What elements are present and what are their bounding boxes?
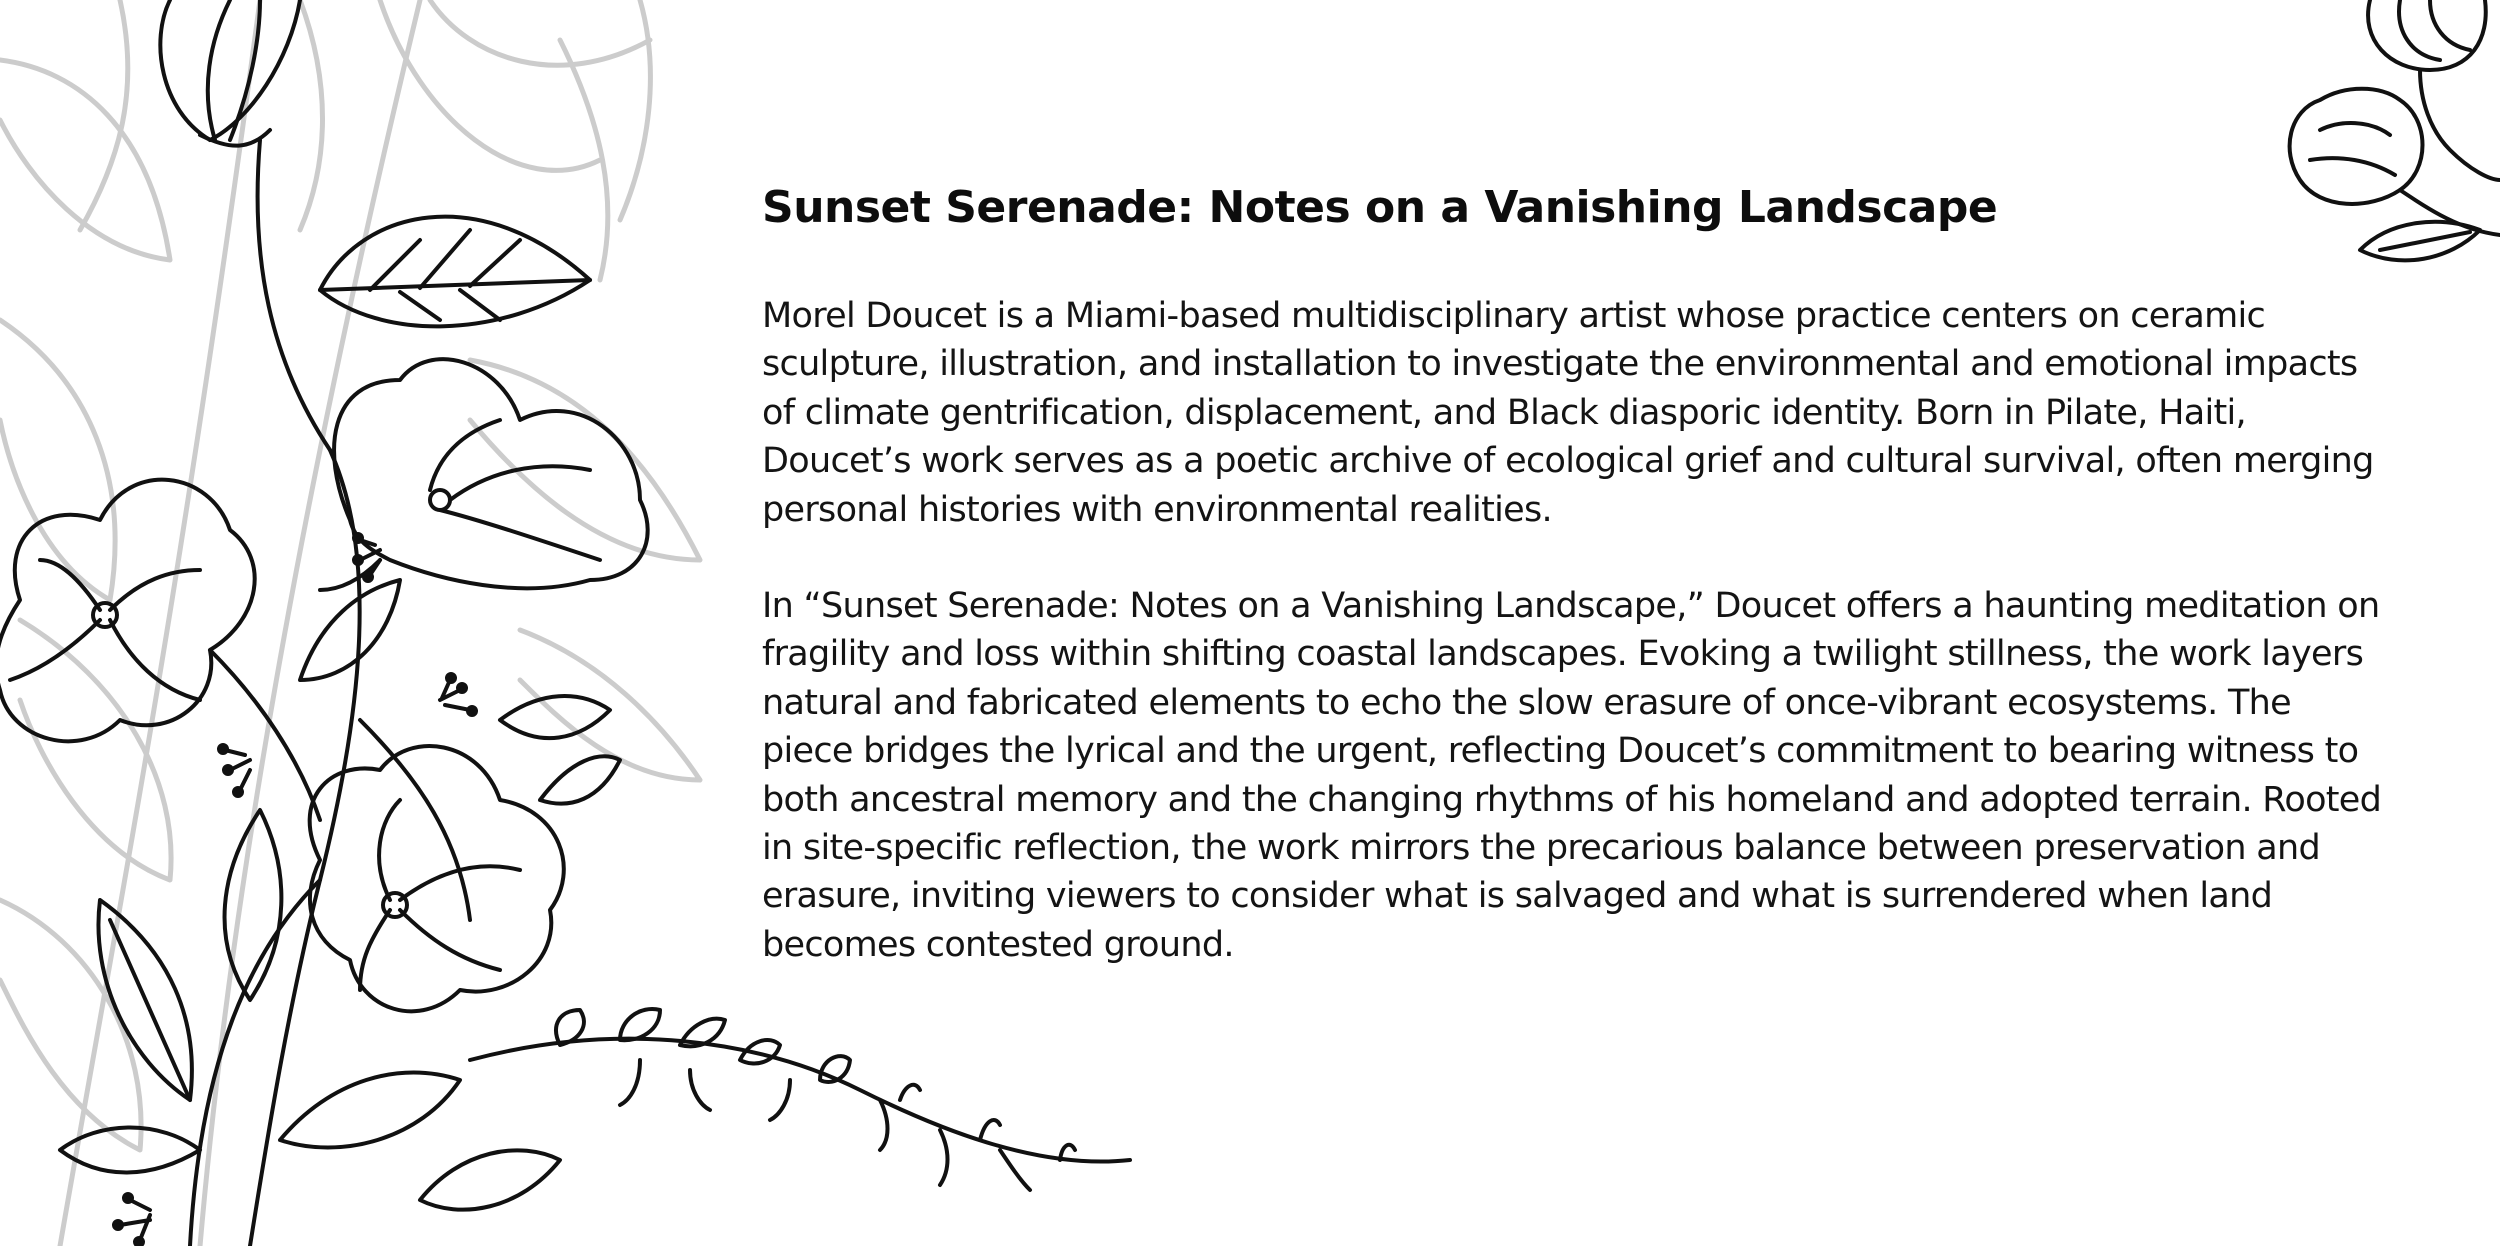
faded-foliage [0,0,700,1246]
page-title: Sunset Serenade: Notes on a Vanishing Landscape [762,182,1998,233]
artist-statement [762,178,2382,1017]
paragraph-artist-bio: Morel Doucet is a Miami-based multidisciplinary artist whose practice centers on ceramic sculpture, illustration, and installation to investigate the environmental and emotional impacts of climate gentrification, displacement, and Black diasporic identity. Born in Pilate, Haiti, Doucet’s work serves as a poetic archive of ecological grief and cultural survival, often merging personal histories with environmental realities. [762,296,2374,530]
paragraph-work-description: In “Sunset Serenade: Notes on a Vanishing Landscape,” Doucet offers a haunting meditation on fragility and loss within shifting coastal landscapes. Evoking a twilight stillness, the work layers natural and fabricated elements to echo the slow erasure of once-vibrant ecosystems. The piece bridges the lyrical and the urgent, reflecting Doucet’s commitment to bearing witness to both ancestral memory and the changing rhythms of his homeland and adopted terrain. Rooted in site-specific reflection, the work mirrors the precarious balance between preservation and erasure, inviting viewers to consider what is salvaged and what is surrendered when land becomes contested ground. [762,586,2382,965]
